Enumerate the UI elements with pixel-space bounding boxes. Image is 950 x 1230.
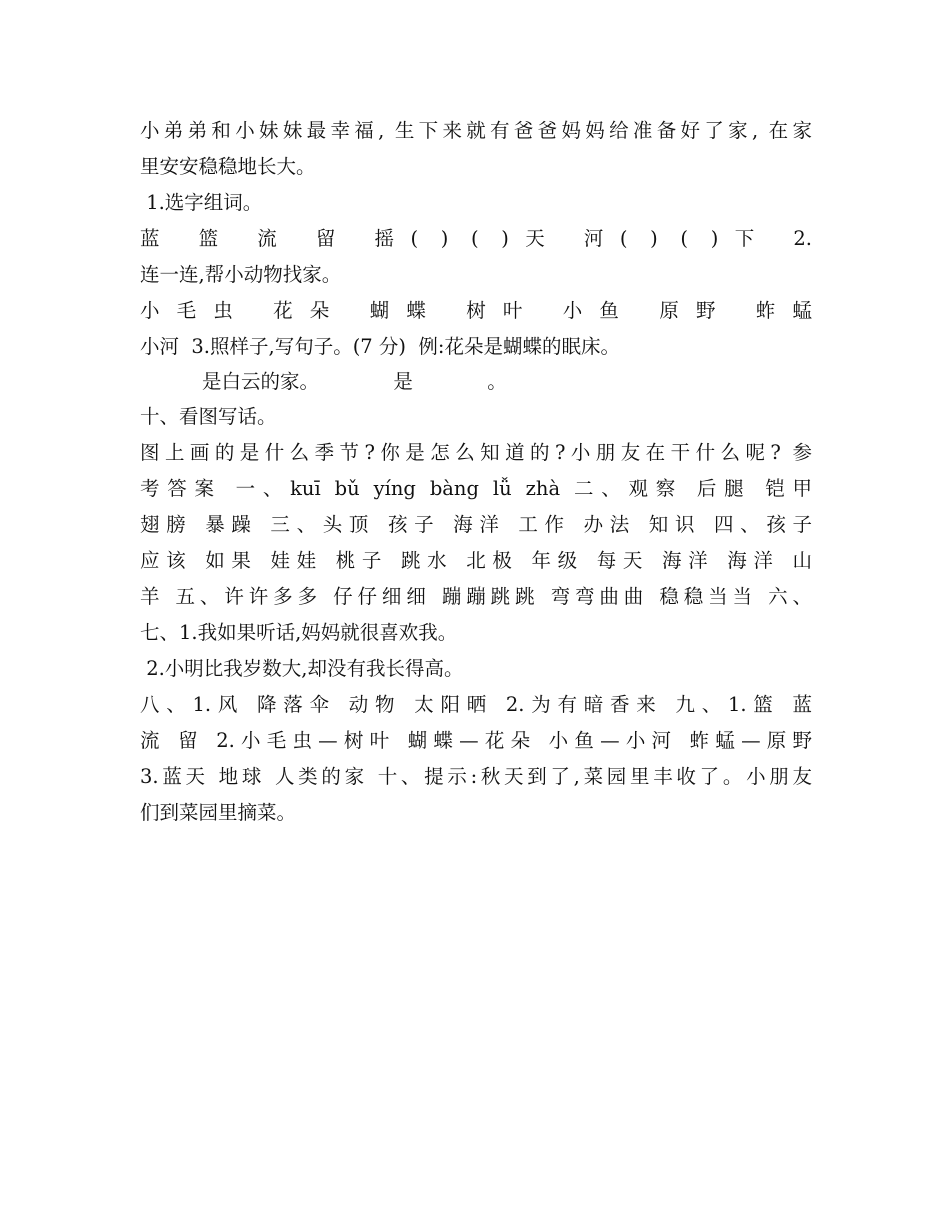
text-line-12: 翅膀 暴躁 三、头顶 孩子 海洋 工作 办法 知识 四、孩子 (140, 513, 812, 536)
text-line-2: 里安安稳稳地长大。 (140, 155, 316, 178)
text-line-13: 应该 如果 娃娃 桃子 跳水 北极 年级 每天 海洋 海洋 山 (140, 549, 812, 572)
text-line-4: 蓝 篮 流 留 摇( ) ( )天 河( ) ( )下 2. (140, 227, 812, 250)
text-line-1: 小弟弟和小妹妹最幸福, 生下来就有爸爸妈妈给准备好了家, 在家 (140, 119, 812, 142)
text-line-17: 八、1.风 降落伞 动物 太阳晒 2.为有暗香来 九、1.篮 蓝 (140, 693, 812, 716)
text-line-16: 2.小明比我岁数大,却没有我长得高。 (140, 657, 464, 680)
text-line-5: 连一连,帮小动物找家。 (140, 263, 342, 286)
text-line-3: 1.选字组词。 (140, 191, 263, 214)
text-line-11: 考答案 一、kuī bǔ yíng bàng lǚ zhà 二、观察 后腿 铠甲 (140, 477, 812, 500)
text-line-18: 流 留 2.小毛虫—树叶 蝴蝶—花朵 小鱼—小河 蚱蜢—原野 (140, 729, 812, 752)
text-line-8: 是白云的家。 是 。 (140, 370, 507, 393)
text-line-20: 们到菜园里摘菜。 (140, 801, 297, 824)
text-line-6: 小毛虫 花朵 蝴蝶 树叶 小鱼 原野 蚱蜢 (140, 299, 812, 322)
text-line-15: 七、1.我如果听话,妈妈就很喜欢我。 (140, 621, 458, 644)
text-line-7: 小河 3.照样子,写句子。(7 分) 例:花朵是蝴蝶的眠床。 (140, 335, 620, 358)
text-line-9: 十、看图写话。 (140, 405, 277, 428)
text-line-19: 3.蓝天 地球 人类的家 十、提示:秋天到了,菜园里丰收了。小朋友 (140, 765, 812, 788)
text-line-14: 羊 五、许许多多 仔仔细细 蹦蹦跳跳 弯弯曲曲 稳稳当当 六、 (140, 585, 812, 608)
text-line-10: 图上画的是什么季节?你是怎么知道的?小朋友在干什么呢? 参 (140, 441, 812, 464)
